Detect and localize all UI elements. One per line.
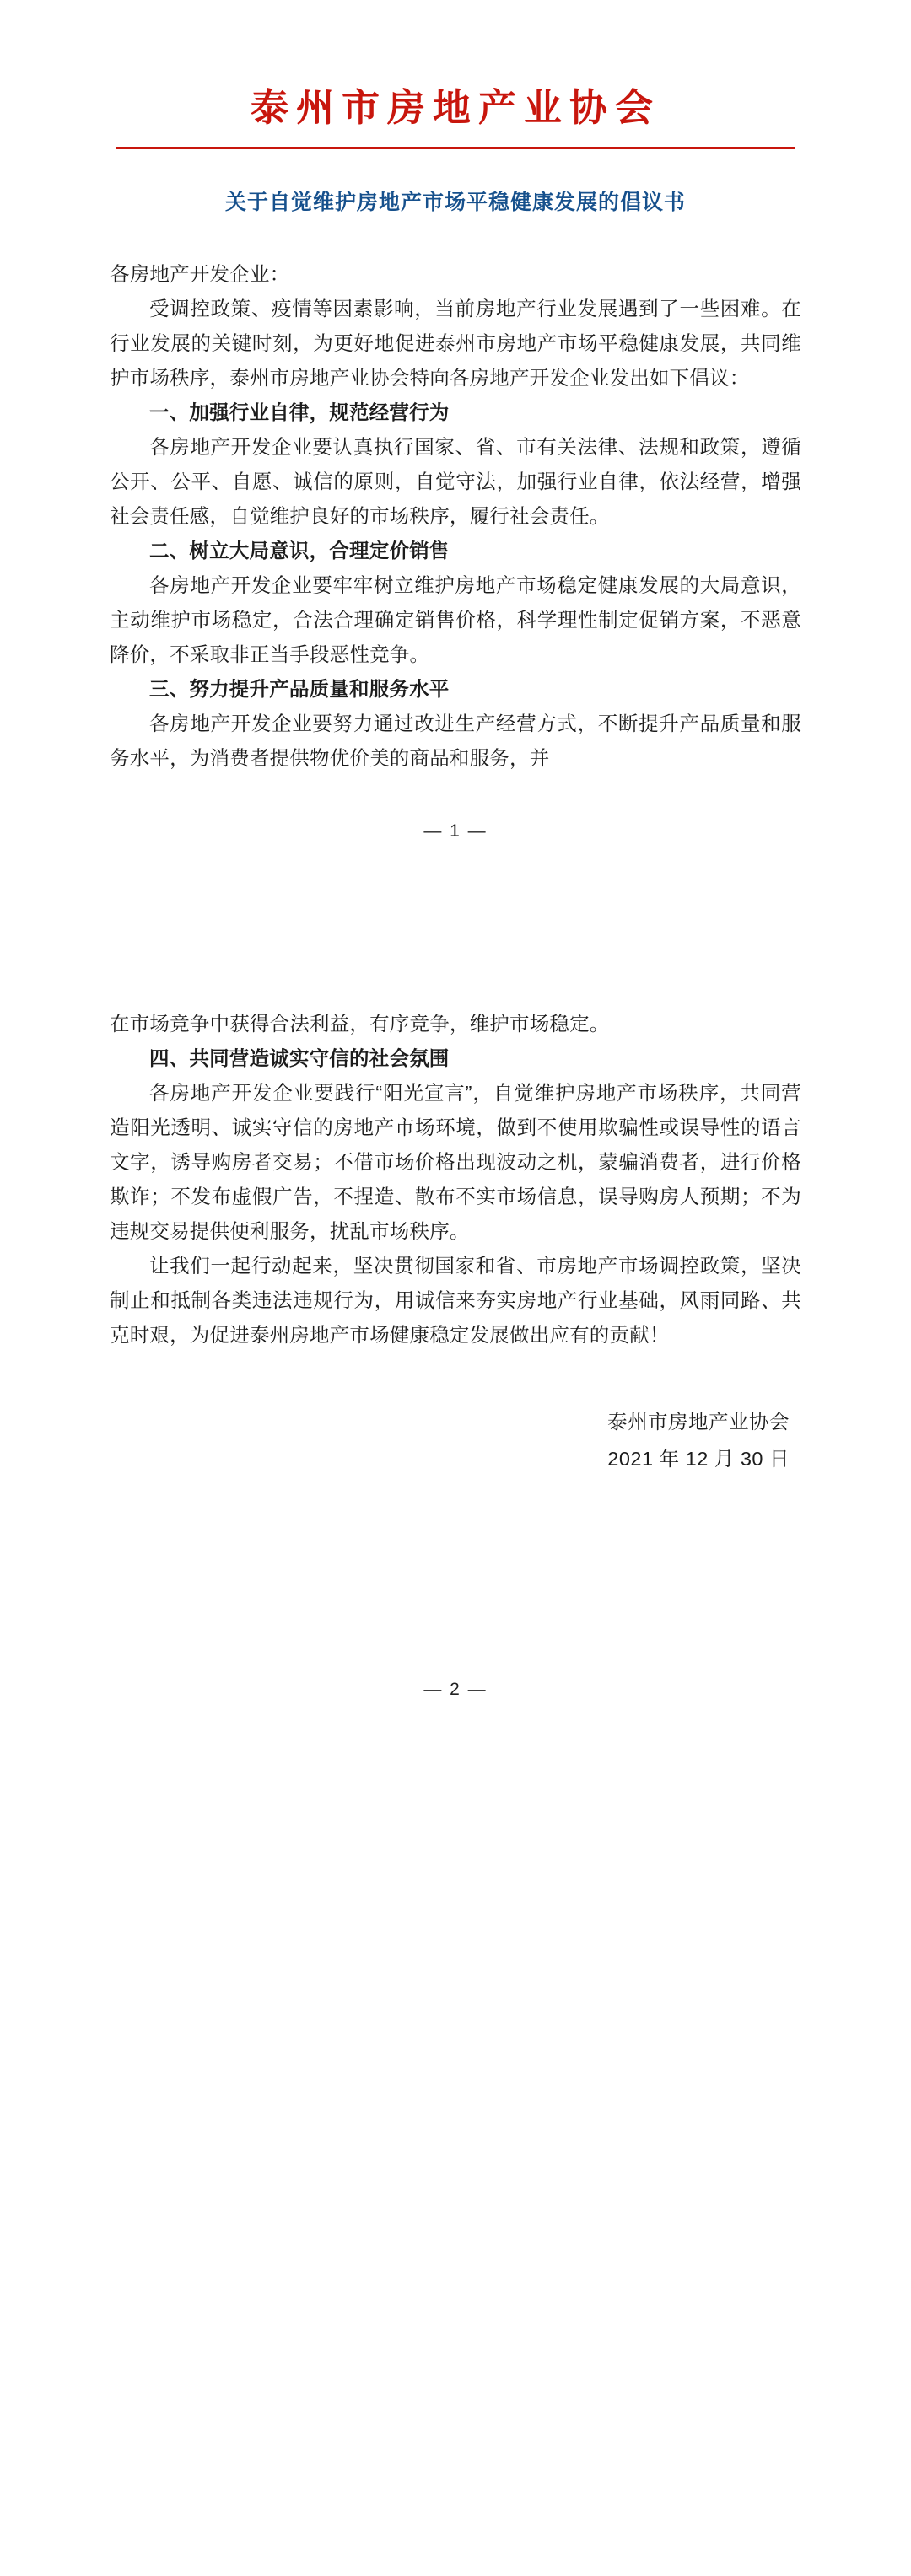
salutation: 各房地产开发企业： xyxy=(110,262,290,285)
paragraph: 受调控政策、疫情等因素影响，当前房地产行业发展遇到了一些困难。在行业发展的关键时刻，为更好地促进泰州市房地产市场平稳健康发展，共同维护市场秩序，泰州市房地产业协会特向各房地产开发企业发出如下倡议： xyxy=(110,297,801,389)
document-title: 关于自觉维护房地产市场平稳健康发展的倡议书 xyxy=(224,190,686,215)
page-number-2: — 2 — xyxy=(423,1679,488,1699)
signature-date: 2021 年 12 月 30 日 xyxy=(607,1447,790,1470)
paragraph: 各房地产开发企业要努力通过改进生产经营方式，不断提升产品质量和服务水平，为消费者提供物优价美的商品和服务，并 xyxy=(110,712,801,769)
section-heading: 一、加强行业自律，规范经营行为 xyxy=(149,401,450,423)
printed-page-2 xyxy=(0,1007,911,1750)
section-heading: 四、共同营造诚实守信的社会氛围 xyxy=(149,1046,450,1069)
section-heading: 二、树立大局意识，合理定价销售 xyxy=(149,539,450,562)
masthead xyxy=(110,0,801,149)
page1-body xyxy=(110,257,801,776)
page-break-spacer xyxy=(0,842,911,968)
paragraph: 各房地产开发企业要牢牢树立维护房地产市场稳定健康发展的大局意识，主动维护市场稳定，合法合理确定销售价格，科学理性制定促销方案，不恶意降价，不采取非正当手段恶性竞争。 xyxy=(110,573,801,665)
paragraph: 在市场竞争中获得合法利益，有序竞争，维护市场稳定。 xyxy=(110,1012,610,1035)
organization-title: 泰州市房地产业协会 xyxy=(250,85,660,130)
paragraph: 各房地产开发企业要认真执行国家、省、市有关法律、法规和政策，遵循公开、公平、自愿、诚信的原则，自觉守法，加强行业自律，依法经营，增强社会责任感，自觉维护良好的市场秩序，履行社会责任。 xyxy=(110,435,801,527)
masthead-divider xyxy=(116,147,795,149)
paragraph: 让我们一起行动起来，坚决贯彻国家和省、市房地产市场调控政策，坚决制止和抵制各类违法违规行为，用诚信来夯实房地产行业基础，风雨同路、共克时艰，为促进泰州房地产市场健康稳定发展做出应有的贡献！ xyxy=(110,1254,801,1346)
section-heading: 三、努力提升产品质量和服务水平 xyxy=(149,677,450,700)
page2-body xyxy=(110,1007,801,1353)
signature-block xyxy=(110,1403,801,1477)
bottom-spacer xyxy=(110,1477,801,1680)
signer-name: 泰州市房地产业协会 xyxy=(607,1410,790,1433)
page-number-1: — 1 — xyxy=(423,820,488,841)
printed-page-1 xyxy=(0,0,911,842)
paragraph: 各房地产开发企业要践行“阳光宣言”，自觉维护房地产市场秩序，共同营造阳光透明、诚实守信的房地产市场环境，做到不使用欺骗性或误导性的语言文字，诱导购房者交易；不借市场价格出现波动之机，蒙骗消费者，进行价格欺诈；不发布虚假广告，不捏造、散布不实市场信息，误导购房人预期；不为违规交易提供便利服务，扰乱市场秩序。 xyxy=(110,1081,801,1242)
